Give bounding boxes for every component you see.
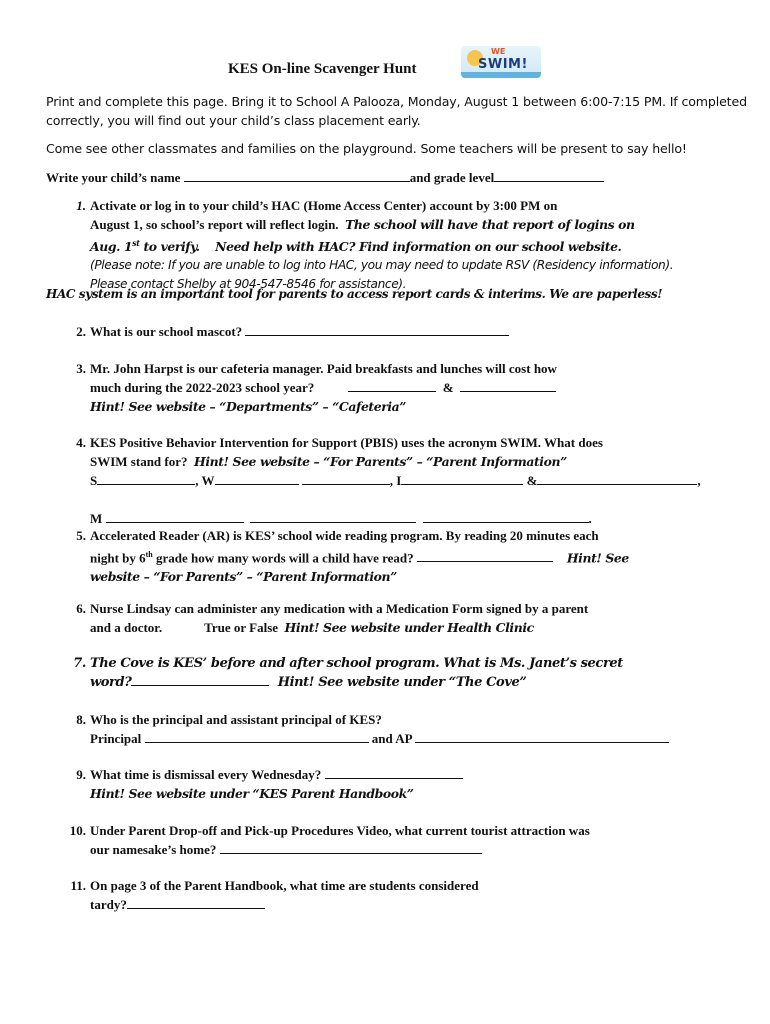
- q8-ap-label: and AP: [371, 731, 412, 746]
- tardy-time-field[interactable]: [127, 896, 265, 909]
- q6-line-2a: and a doctor.: [90, 620, 163, 635]
- swim-w-field-1[interactable]: [215, 472, 299, 485]
- question-3: [46, 359, 736, 419]
- question-9: [46, 765, 736, 805]
- q5-sup: th: [145, 550, 153, 559]
- dismissal-time-field[interactable]: [325, 766, 463, 779]
- q4-hint: Hint! See website – “For Parents” – “Parent Information”: [194, 454, 567, 469]
- logo-top-text: WE: [491, 47, 506, 56]
- swim-m-field-2[interactable]: [250, 510, 416, 523]
- wave-icon: [461, 72, 541, 78]
- question-number: 2.: [76, 324, 86, 339]
- name-label: Write your child’s name: [46, 170, 181, 185]
- q1-line-2b: The school will have that report of logins on: [345, 217, 635, 232]
- question-number: 3.: [76, 361, 86, 376]
- q8-line-1: Who is the principal and assistant principal of KES?: [90, 712, 382, 727]
- question-number: 6.: [76, 601, 86, 616]
- q5-hint-b: website – “For Parents” – “Parent Information”: [90, 569, 397, 585]
- q6-line-1: Nurse Lindsay can administer any medication with a Medication Form signed by a parent: [90, 601, 589, 616]
- q4-comma: ,: [697, 473, 701, 488]
- q8-principal-label: Principal: [90, 731, 142, 746]
- question-number: 5.: [76, 528, 86, 543]
- q1-line-2a: August 1, so school’s report will reflect login.: [90, 217, 339, 232]
- child-name-field[interactable]: [184, 169, 410, 182]
- tourist-attraction-field[interactable]: [220, 841, 482, 854]
- question-number: 4.: [76, 435, 86, 450]
- q7-line-2: word?: [90, 675, 132, 690]
- we-swim-logo: [461, 46, 541, 78]
- question-11: [46, 876, 736, 916]
- question-number: 11.: [70, 878, 86, 893]
- grade-level-field[interactable]: [494, 169, 604, 182]
- q7-line-1: The Cove is KES’ before and after school program. What is Ms. Janet’s secret: [90, 656, 623, 671]
- q4-period: .: [588, 511, 592, 526]
- q4-s: S: [90, 473, 98, 488]
- question-number: 1.: [76, 198, 86, 213]
- q5-line-1: Accelerated Reader (AR) is KES’ school wide reading program. By reading 20 minutes each: [90, 528, 599, 543]
- question-5: [46, 526, 736, 586]
- q1-verify: to verify.: [143, 239, 200, 255]
- name-grade-row: [46, 168, 736, 187]
- swim-s-field[interactable]: [97, 472, 195, 485]
- intro-line-2: correctly, you will find out your child’s class placement early.: [46, 113, 421, 128]
- q11-line-1: On page 3 of the Parent Handbook, what time are students considered: [90, 878, 479, 893]
- q9-hint: Hint! See website under “KES Parent Handbook”: [90, 786, 414, 801]
- q4-amp: &: [526, 473, 538, 488]
- question-number: 9.: [76, 767, 86, 782]
- swim-m-field-3[interactable]: [423, 510, 589, 523]
- grade-label: and grade level: [409, 170, 495, 185]
- q10-line-1: Under Parent Drop-off and Pick-up Procedures Video, what current tourist attraction was: [90, 823, 590, 838]
- q5-hint-a: Hint! See: [566, 550, 629, 566]
- q4-line-1: KES Positive Behavior Intervention for Support (PBIS) uses the acronym SWIM. What does: [90, 435, 603, 450]
- q3-line-2: much during the 2022-2023 school year?: [90, 380, 315, 395]
- q7-hint: Hint! See website under “The Cove”: [277, 675, 527, 690]
- true-false-choice[interactable]: True or False: [204, 620, 279, 635]
- q3-amp: &: [442, 380, 454, 395]
- q3-line-1: Mr. John Harpst is our cafeteria manager. Paid breakfasts and lunches will cost how: [90, 361, 557, 376]
- q3-hint: Hint! See website – “Departments” – “Cafeteria”: [90, 399, 407, 414]
- q1-help: Need help with HAC? Find information on our school website.: [215, 239, 622, 255]
- logo-word: SWIM!: [478, 57, 528, 72]
- q10-line-2: our namesake’s home?: [90, 842, 217, 857]
- q1-sup: st: [132, 238, 140, 248]
- secret-word-field[interactable]: [131, 673, 269, 686]
- q5-line-2a: night by 6: [90, 550, 146, 566]
- question-6: [46, 599, 736, 639]
- question-number: 8.: [76, 712, 86, 727]
- question-number: 10.: [69, 823, 86, 838]
- question-10: [46, 821, 736, 861]
- q1-aug: Aug. 1: [90, 239, 133, 255]
- intro-paragraph: [46, 92, 747, 130]
- question-number: 7.: [73, 656, 86, 671]
- q4-w: , W: [195, 473, 215, 488]
- q2-text: What is our school mascot?: [90, 324, 243, 339]
- swim-i-field-2[interactable]: [537, 472, 697, 485]
- principal-field[interactable]: [145, 730, 369, 743]
- q1-line-1: Activate or log in to your child’s HAC (Home Access Center) account by 3:00 PM on: [90, 198, 558, 213]
- swim-m-field-1[interactable]: [106, 510, 244, 523]
- question-8: [46, 710, 736, 750]
- mascot-field[interactable]: [245, 323, 509, 336]
- page-title: KES On-line Scavenger Hunt: [228, 61, 417, 77]
- words-field[interactable]: [417, 549, 553, 562]
- intro-line-1: Print and complete this page. Bring it to School A Palooza, Monday, August 1 between 6:00-7:15 PM. If completed: [46, 94, 747, 109]
- q1-note-1: (Please note: If you are unable to log into HAC, you may need to update RSV (Residency information).: [90, 258, 674, 273]
- q11-line-2: tardy?: [90, 897, 127, 912]
- q6-hint: Hint! See website under Health Clinic: [284, 620, 534, 635]
- q4-i: , I: [389, 473, 402, 488]
- q9-line-1: What time is dismissal every Wednesday?: [90, 767, 322, 782]
- intro-playground: Come see other classmates and families on the playground. Some teachers will be present to say hello!: [46, 141, 687, 156]
- hac-note: HAC system is an important tool for parents to access report cards & interims. We are paperless!: [46, 287, 663, 301]
- q1-note-2: Please contact Shelby at 904-547-8546 for assistance).: [90, 277, 407, 292]
- lunch-price-field[interactable]: [460, 379, 556, 392]
- q5-line-2b: grade how many words will a child have read?: [156, 550, 414, 566]
- q4-line-2: SWIM stand for?: [90, 454, 188, 469]
- swim-w-field-2[interactable]: [302, 472, 390, 485]
- question-7: [46, 654, 736, 694]
- q4-m: M: [90, 511, 103, 526]
- swim-i-field[interactable]: [401, 472, 523, 485]
- breakfast-price-field[interactable]: [348, 379, 436, 392]
- question-1: [46, 196, 736, 296]
- ap-field[interactable]: [415, 730, 669, 743]
